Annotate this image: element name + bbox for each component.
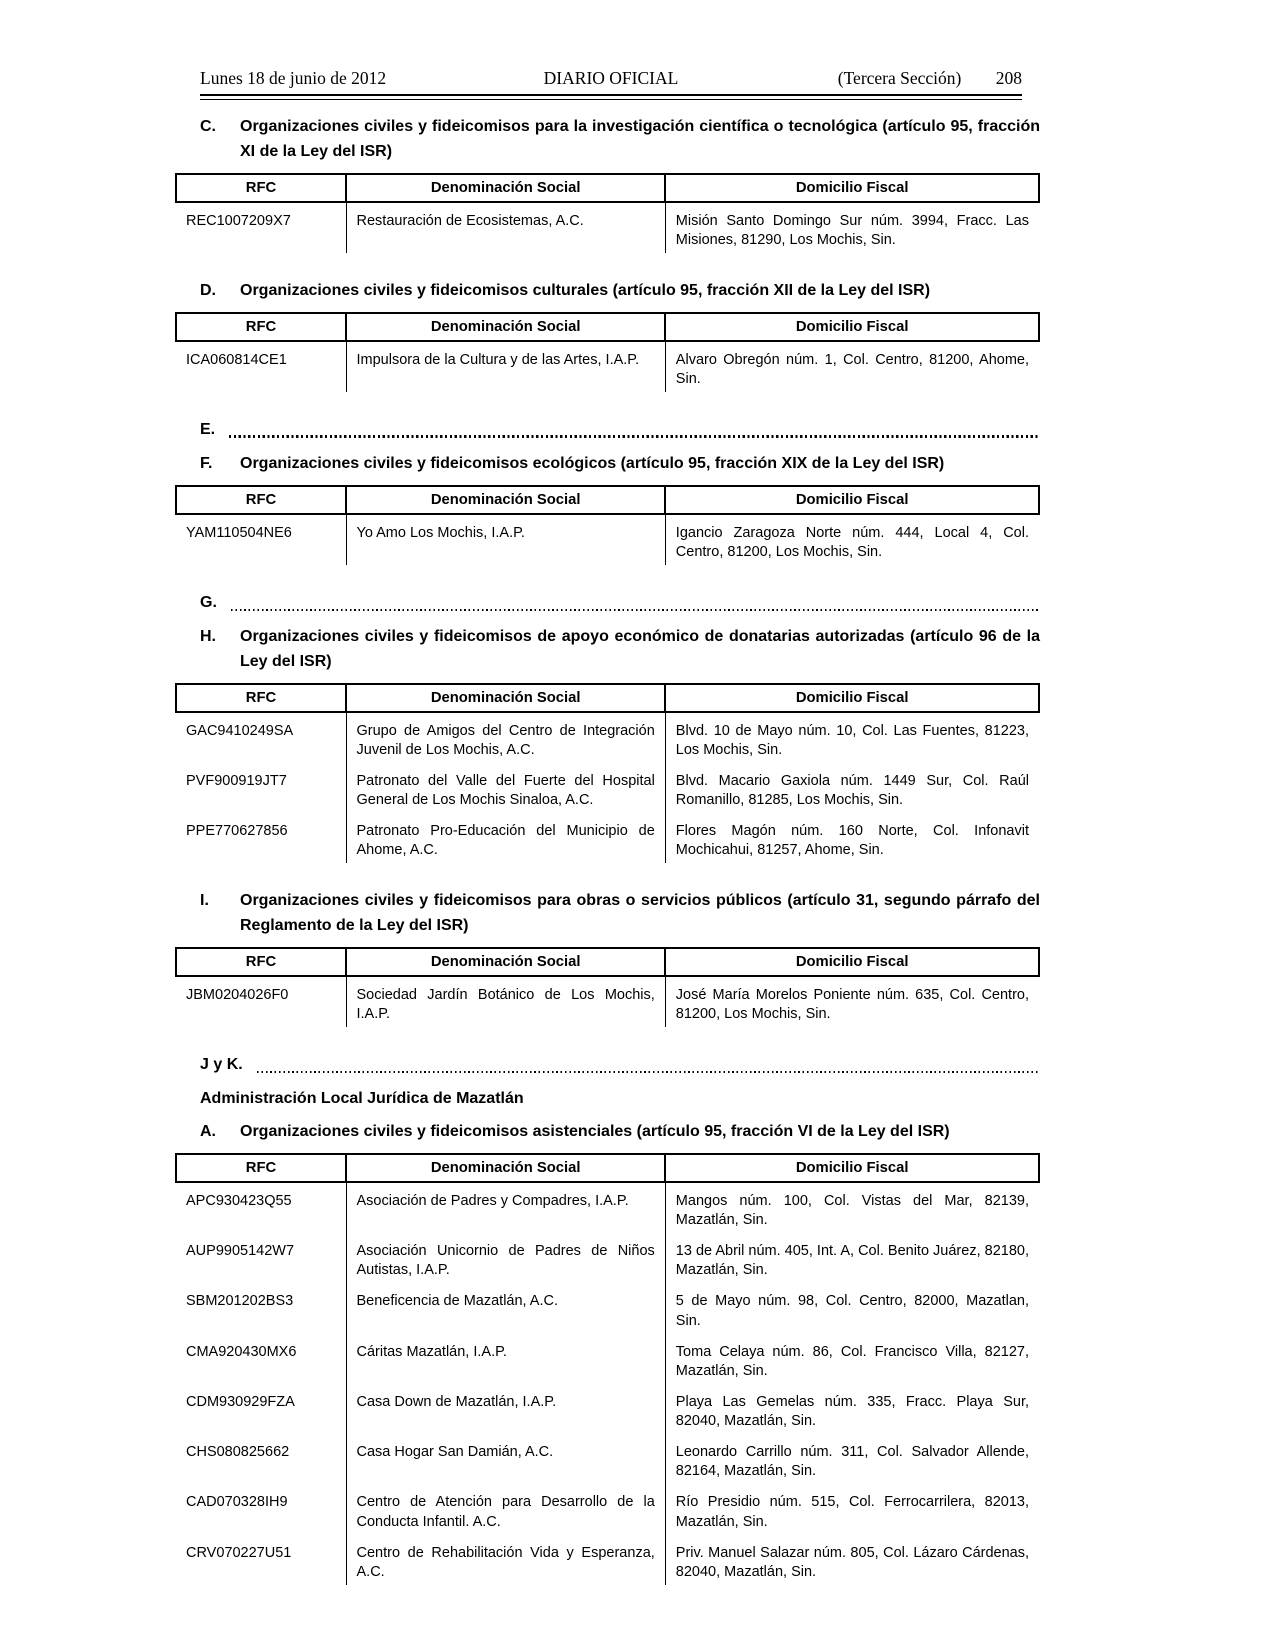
col-header-rfc: RFC (176, 1154, 346, 1182)
org-table (175, 683, 1040, 864)
col-header-rfc: RFC (176, 486, 346, 514)
col-header-address: Domicilio Fiscal (665, 313, 1039, 341)
cell-address: Igancio Zaragoza Norte núm. 444, Local 4, Col. Centro, 81200, Los Mochis, Sin. (665, 514, 1039, 565)
cell-rfc: CMA920430MX6 (186, 1343, 297, 1360)
cell-rfc: CAD070328IH9 (186, 1494, 288, 1511)
section-label: E. (200, 420, 216, 438)
col-header-address: Domicilio Fiscal (665, 174, 1039, 202)
cell-rfc: GAC9410249SA (186, 722, 294, 739)
table-row (176, 202, 1039, 253)
col-header-rfc: RFC (176, 174, 346, 202)
dotted-leader (257, 1071, 1040, 1073)
section-jyk-dotted (175, 1053, 1040, 1077)
section-f (175, 452, 1040, 565)
cell-rfc: REC1007209X7 (186, 212, 291, 229)
col-header-rfc: RFC (176, 684, 346, 712)
section-heading (175, 115, 1040, 165)
header-page-number: 208 (995, 68, 1022, 88)
cell-name: Patronato del Valle del Fuerte del Hospital General de Los Mochis Sinaloa, A.C. (346, 763, 665, 813)
table-row (176, 976, 1039, 1027)
org-table (175, 1153, 1040, 1585)
cell-address: Priv. Manuel Salazar núm. 805, Col. Lázaro Cárdenas, 82040, Mazatlán, Sin. (665, 1535, 1039, 1585)
table-header-row (176, 174, 1039, 202)
section-i (175, 889, 1040, 1027)
cell-rfc: ICA060814CE1 (186, 351, 287, 368)
table-row (176, 341, 1039, 392)
table-row (176, 1233, 1039, 1283)
cell-rfc: AUP9905142W7 (186, 1243, 295, 1260)
page-header (175, 68, 1040, 100)
section-title: Organizaciones civiles y fideicomisos para obras o servicios públicos (artículo 31, segundo párrafo del Reglamento de la Ley del ISR) (240, 892, 1040, 935)
double-rule (200, 94, 1022, 100)
col-header-name: Denominación Social (346, 1154, 665, 1182)
cell-rfc: PVF900919JT7 (186, 772, 287, 789)
col-header-name: Denominación Social (346, 486, 665, 514)
table-header-row (176, 313, 1039, 341)
table-row (176, 813, 1039, 863)
section-label: H. (200, 627, 216, 645)
table-row (176, 1334, 1039, 1384)
cell-address: Blvd. Macario Gaxiola núm. 1449 Sur, Col. Raúl Romanillo, 81285, Los Mochis, Sin. (665, 763, 1039, 813)
section-heading (175, 1120, 1040, 1145)
cell-address: Flores Magón núm. 160 Norte, Col. Infonavit Mochicahui, 81257, Ahome, Sin. (665, 813, 1039, 863)
section-heading (175, 889, 1040, 939)
table-row (176, 1434, 1039, 1484)
cell-name: Beneficencia de Mazatlán, A.C. (346, 1283, 665, 1333)
section-title: Organizaciones civiles y fideicomisos culturales (artículo 95, fracción XII de la Ley del ISR) (240, 281, 931, 299)
cell-name: Casa Down de Mazatlán, I.A.P. (346, 1384, 665, 1434)
table-row (176, 763, 1039, 813)
col-header-address: Domicilio Fiscal (665, 948, 1039, 976)
cell-address: Mangos núm. 100, Col. Vistas del Mar, 82139, Mazatlán, Sin. (665, 1182, 1039, 1233)
header-date: Lunes 18 de junio de 2012 (200, 68, 387, 88)
section-e-dotted (175, 418, 1040, 442)
table-row (176, 1384, 1039, 1434)
section-heading (175, 625, 1040, 675)
cell-address: Playa Las Gemelas núm. 335, Fracc. Playa Sur, 82040, Mazatlán, Sin. (665, 1384, 1039, 1434)
section-title: Organizaciones civiles y fideicomisos de apoyo económico de donatarias autorizadas (artículo 96 de la Ley del ISR) (240, 627, 1040, 670)
section-label: I. (200, 892, 209, 910)
section-heading (175, 452, 1040, 477)
cell-name: Sociedad Jardín Botánico de Los Mochis, I.A.P. (346, 976, 665, 1027)
cell-address: Toma Celaya núm. 86, Col. Francisco Villa, 82127, Mazatlán, Sin. (665, 1334, 1039, 1384)
cell-rfc: CDM930929FZA (186, 1393, 295, 1410)
cell-name: Grupo de Amigos del Centro de Integración Juvenil de Los Mochis, A.C. (346, 712, 665, 763)
table-header-row (176, 948, 1039, 976)
cell-address: 13 de Abril núm. 405, Int. A, Col. Benito Juárez, 82180, Mazatlán, Sin. (665, 1233, 1039, 1283)
document-body (175, 115, 1040, 1585)
col-header-name: Denominación Social (346, 174, 665, 202)
cell-address: 5 de Mayo núm. 98, Col. Centro, 82000, Mazatlan, Sin. (665, 1283, 1039, 1333)
section-title: Organizaciones civiles y fideicomisos para la investigación científica o tecnológica (artículo 95, fracción XI de la Ley del ISR) (240, 118, 1040, 160)
header-section-label: (Tercera Sección) (837, 68, 962, 88)
cell-rfc: SBM201202BS3 (186, 1293, 294, 1310)
table-row (176, 1484, 1039, 1534)
section-d (175, 279, 1040, 392)
cell-rfc: CRV070227U51 (186, 1544, 292, 1561)
header-title: DIARIO OFICIAL (543, 68, 679, 88)
cell-address: Río Presidio núm. 515, Col. Ferrocarrilera, 82013, Mazatlán, Sin. (665, 1484, 1039, 1534)
cell-name: Cáritas Mazatlán, I.A.P. (346, 1334, 665, 1384)
cell-rfc: CHS080825662 (186, 1444, 290, 1461)
cell-rfc: YAM110504NE6 (186, 524, 292, 541)
cell-address: José María Morelos Poniente núm. 635, Col. Centro, 81200, Los Mochis, Sin. (665, 976, 1039, 1027)
org-table (175, 312, 1040, 392)
col-header-address: Domicilio Fiscal (665, 1154, 1039, 1182)
section-heading (175, 279, 1040, 304)
section-title: Organizaciones civiles y fideicomisos ecológicos (artículo 95, fracción XIX de la Ley del ISR) (240, 454, 945, 472)
header-row (200, 68, 1022, 89)
table-header-row (176, 684, 1039, 712)
table-row (176, 1182, 1039, 1233)
dotted-leader (229, 435, 1040, 438)
section-label: G. (200, 593, 217, 611)
org-table (175, 485, 1040, 565)
col-header-address: Domicilio Fiscal (665, 486, 1039, 514)
col-header-address: Domicilio Fiscal (665, 684, 1039, 712)
cell-name: Casa Hogar San Damián, A.C. (346, 1434, 665, 1484)
table-row (176, 712, 1039, 763)
org-table (175, 173, 1040, 253)
cell-name: Restauración de Ecosistemas, A.C. (346, 202, 665, 253)
cell-address: Blvd. 10 de Mayo núm. 10, Col. Las Fuentes, 81223, Los Mochis, Sin. (665, 712, 1039, 763)
col-header-name: Denominación Social (346, 313, 665, 341)
section-g-dotted (175, 591, 1040, 615)
col-header-rfc: RFC (176, 948, 346, 976)
dotted-leader (231, 609, 1040, 611)
section-title: Organizaciones civiles y fideicomisos asistenciales (artículo 95, fracción VI de la Ley del ISR) (240, 1123, 950, 1141)
table-header-row (176, 486, 1039, 514)
cell-name: Yo Amo Los Mochis, I.A.P. (346, 514, 665, 565)
cell-address: Leonardo Carrillo núm. 311, Col. Salvador Allende, 82164, Mazatlán, Sin. (665, 1434, 1039, 1484)
section-a (175, 1120, 1040, 1585)
cell-address: Alvaro Obregón núm. 1, Col. Centro, 81200, Ahome, Sin. (665, 341, 1039, 392)
cell-name: Patronato Pro-Educación del Municipio de Ahome, A.C. (346, 813, 665, 863)
cell-name: Asociación de Padres y Compadres, I.A.P. (346, 1182, 665, 1233)
cell-name: Centro de Rehabilitación Vida y Esperanza, A.C. (346, 1535, 665, 1585)
subheading: Administración Local Jurídica de Mazatlán (200, 1090, 524, 1108)
cell-name: Centro de Atención para Desarrollo de la Conducta Infantil. A.C. (346, 1484, 665, 1534)
header-right-group (748, 68, 1022, 89)
cell-rfc: JBM0204026F0 (186, 986, 289, 1003)
cell-address: Misión Santo Domingo Sur núm. 3994, Fracc. Las Misiones, 81290, Los Mochis, Sin. (665, 202, 1039, 253)
section-h (175, 625, 1040, 863)
section-c (175, 115, 1040, 253)
table-row (176, 1535, 1039, 1585)
section-label: F. (200, 454, 213, 472)
col-header-name: Denominación Social (346, 684, 665, 712)
table-row (176, 514, 1039, 565)
table-header-row (176, 1154, 1039, 1182)
org-table (175, 947, 1040, 1027)
table-row (176, 1283, 1039, 1333)
section-label: D. (200, 281, 216, 299)
cell-name: Asociación Unicornio de Padres de Niños Autistas, I.A.P. (346, 1233, 665, 1283)
col-header-rfc: RFC (176, 313, 346, 341)
section-label: C. (200, 118, 216, 135)
cell-name: Impulsora de la Cultura y de las Artes, I.A.P. (346, 341, 665, 392)
section-label: J y K. (200, 1056, 243, 1074)
cell-rfc: APC930423Q55 (186, 1192, 292, 1209)
cell-rfc: PPE770627856 (186, 823, 288, 840)
section-label: A. (200, 1123, 216, 1141)
col-header-name: Denominación Social (346, 948, 665, 976)
